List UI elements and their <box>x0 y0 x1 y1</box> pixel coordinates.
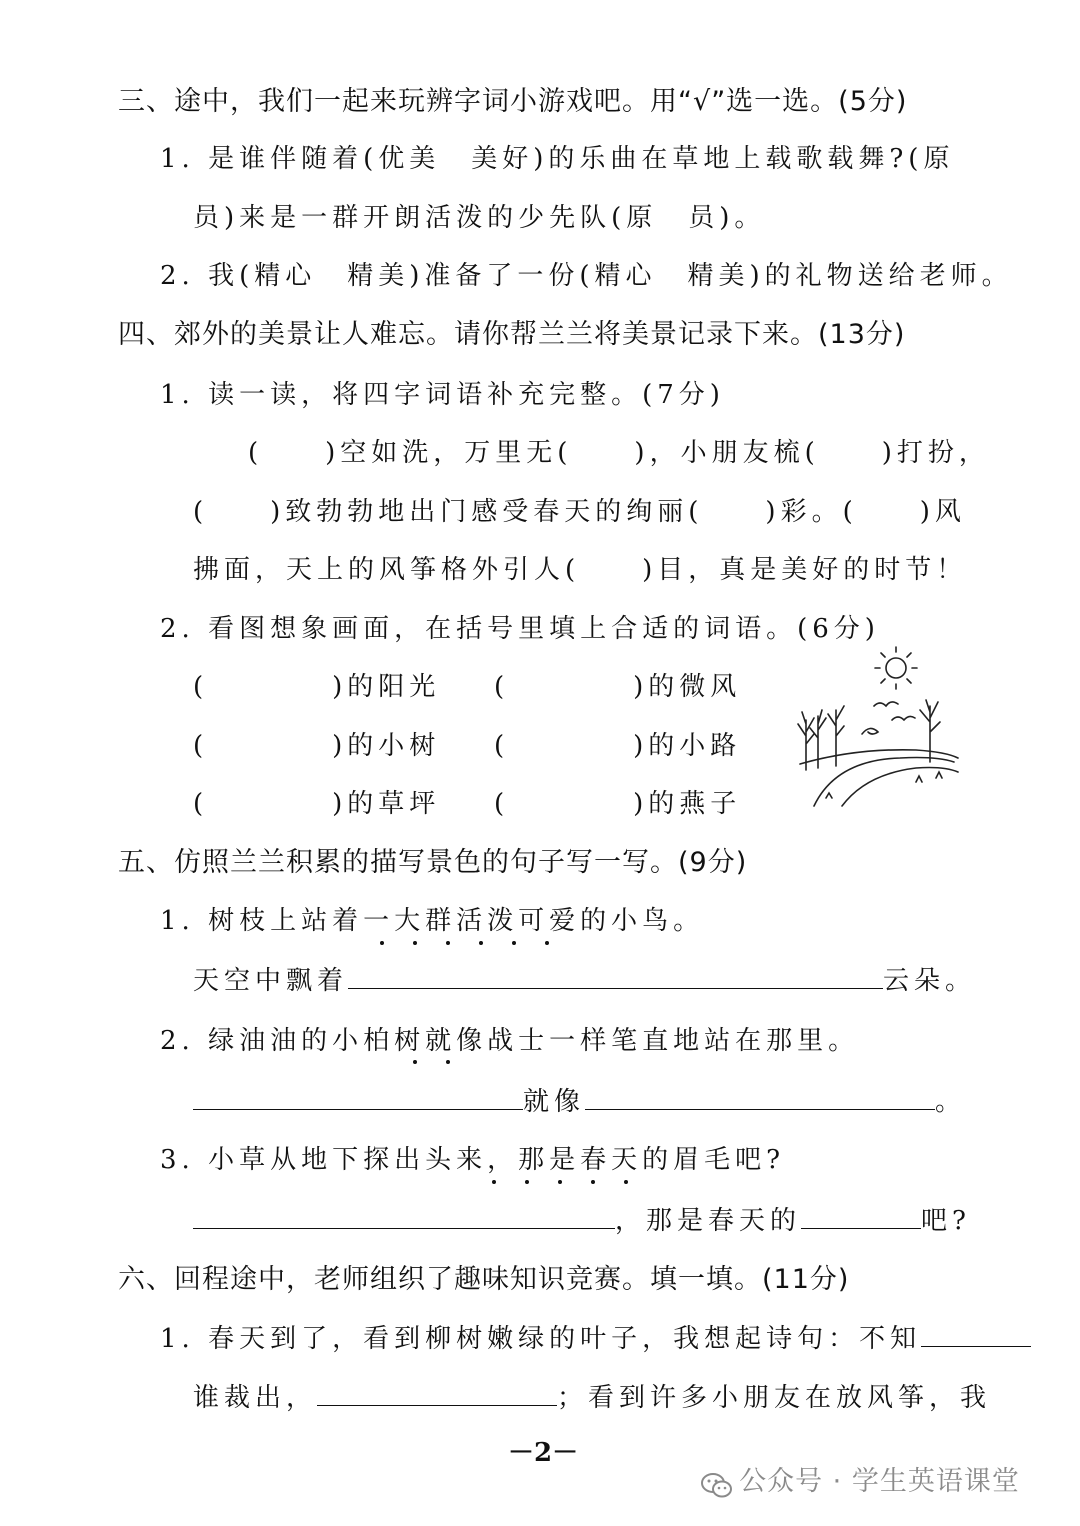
s5-answer-1-prefix: 天空中飘着 <box>193 966 349 996</box>
s5-answer-2-end: 。 <box>935 1087 967 1117</box>
answer-blank[interactable] <box>585 1108 935 1110</box>
emphasis-dot <box>492 1180 496 1184</box>
s4-fill-line-3: 拂面，天上的风筝格外引人( )目，真是美好的时节！ <box>193 555 968 585</box>
s4-fill-line-2: ( )致勃勃地出门感受春天的绚丽( )彩。( )风 <box>193 497 966 527</box>
answer-blank[interactable] <box>801 1227 921 1229</box>
emphasis-dot <box>446 941 450 945</box>
emphasis-dot <box>545 941 549 945</box>
s6-question-1-text: 1. 春天到了，看到柳树嫩绿的叶子，我想起诗句：不知 <box>160 1324 922 1354</box>
emphasis-dot <box>624 1180 628 1184</box>
section-6-title: 六、回程途中，老师组织了趣味知识竞赛。填一填。(11分) <box>118 1264 850 1295</box>
s3-question-2: 2. 我(精心 精美)准备了一份(精心 精美)的礼物送给老师。 <box>160 261 1013 291</box>
s5-question-1: 1. 树枝上站着一大群活泼可爱的小鸟。 <box>160 906 705 936</box>
s6-question-1-suffix: ；看到许多小朋友在放风筝，我 <box>557 1383 992 1413</box>
s4-row-1-right: ( )的微风 <box>494 672 742 702</box>
s5-answer-3 <box>193 1208 971 1234</box>
s5-answer-2 <box>193 1089 966 1115</box>
answer-blank[interactable] <box>317 1404 557 1406</box>
s5-answer-3-mid: ，那是春天的 <box>615 1206 802 1236</box>
answer-blank[interactable] <box>921 1345 1031 1347</box>
page-number: －2－ <box>508 1438 579 1468</box>
watermark <box>700 1468 1020 1501</box>
section-3-title: 三、途中，我们一起来玩辨字词小游戏吧。用“√”选一选。(5分) <box>118 86 908 117</box>
wechat-icon <box>700 1471 734 1501</box>
s6-question-1-line-2 <box>193 1385 991 1411</box>
s3-question-1-line-1: 1. 是谁伴随着(优美 美好)的乐曲在草地上载歌载舞?(原 <box>160 144 955 174</box>
swallow-icon <box>874 702 898 706</box>
watermark-text: 公众号 · 学生英语课堂 <box>739 1466 1020 1497</box>
sun-icon <box>875 647 917 689</box>
s4-question-2: 2. 看图想象画面，在括号里填上合适的词语。(6分) <box>160 614 880 644</box>
s4-question-1: 1. 读一读，将四字词语补充完整。(7分) <box>160 380 725 410</box>
emphasis-dot <box>558 1180 562 1184</box>
s4-row-2-right: ( )的小路 <box>494 731 742 761</box>
emphasis-dot <box>591 1180 595 1184</box>
s4-row-3-left: ( )的草坪 <box>193 789 441 819</box>
s5-question-3: 3. 小草从地下探出头来，那是春天的眉毛吧? <box>160 1145 786 1175</box>
s5-answer-2-mid: 就像 <box>523 1087 586 1117</box>
s5-answer-1-suffix: 云朵。 <box>883 966 977 996</box>
answer-blank[interactable] <box>348 987 883 989</box>
section-5-title: 五、仿照兰兰积累的描写景色的句子写一写。(9分) <box>118 847 748 878</box>
s4-row-3-right: ( )的燕子 <box>494 789 742 819</box>
section-4-title: 四、郊外的美景让人难忘。请你帮兰兰将美景记录下来。(13分) <box>118 319 906 350</box>
answer-blank[interactable] <box>193 1108 523 1110</box>
s5-answer-1 <box>193 968 976 994</box>
s5-answer-3-end: 吧? <box>921 1206 971 1236</box>
emphasis-dot <box>479 941 483 945</box>
s5-question-2: 2. 绿油油的小柏树就像战士一样笔直地站在那里。 <box>160 1026 860 1056</box>
s6-question-1-prefix: 谁裁出， <box>193 1383 318 1413</box>
s4-row-2-left: ( )的小树 <box>193 731 441 761</box>
emphasis-dot <box>512 941 516 945</box>
answer-blank[interactable] <box>193 1227 615 1229</box>
s4-row-1-left: ( )的阳光 <box>193 672 441 702</box>
emphasis-dot <box>380 941 384 945</box>
s3-question-1-line-2: 员)来是一群开朗活泼的少先队(原 员)。 <box>193 203 766 233</box>
s4-fill-line-1: ( )空如洗，万里无( )，小朋友梳( )打扮， <box>248 438 990 468</box>
emphasis-dot <box>525 1180 529 1184</box>
spring-scene-illustration <box>796 640 960 810</box>
s6-question-1-line-1 <box>160 1326 1031 1352</box>
swallow-icon-2 <box>892 716 915 720</box>
emphasis-dot <box>446 1060 450 1064</box>
emphasis-dot <box>413 941 417 945</box>
emphasis-dot <box>413 1060 417 1064</box>
